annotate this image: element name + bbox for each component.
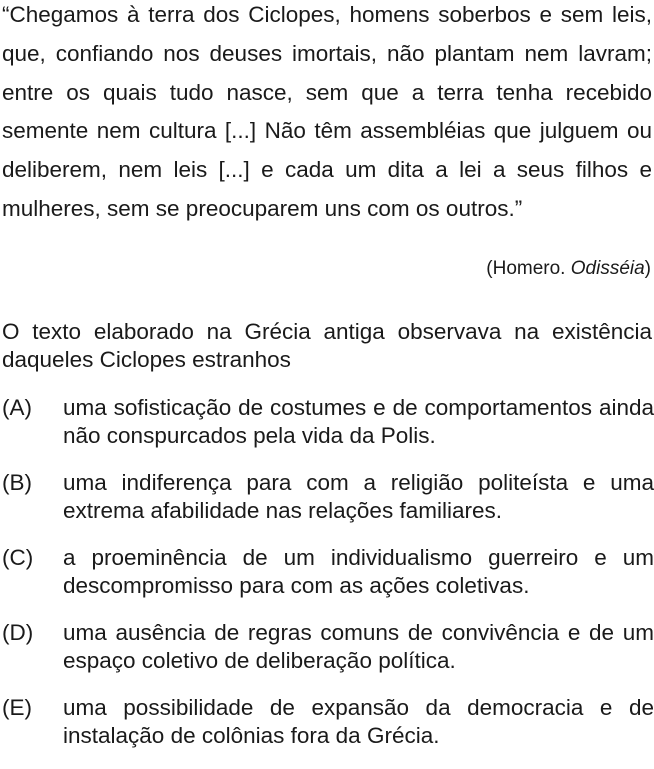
option-letter: (A) <box>2 395 32 420</box>
quote-text: “Chegamos à terra dos Ciclopes, homens soberbos e sem leis, que, confiando nos deuses imortais, não plantam nem lavram; entre os quais tudo nasce, sem que a terra tenha recebido semente nem cultura [...] Não têm assembléias que julguem ou deliberem, nem leis [...] e cada um dita a lei a seus filhos e mulheres, sem se preocuparem uns com os outros.” <box>2 2 652 221</box>
option-text: uma sofisticação de costumes e de comportamentos ainda não conspurcados pela vida da Polis. <box>63 395 654 448</box>
option-e <box>2 694 654 750</box>
option-a <box>2 394 654 450</box>
option-text: uma possibilidade de expansão da democracia e de instalação de colônias fora da Grécia. <box>63 695 654 748</box>
option-letter: (D) <box>2 620 34 645</box>
source-open: (Homero. <box>486 258 571 279</box>
option-letter: (C) <box>2 545 34 570</box>
option-letter: (E) <box>2 695 32 720</box>
option-text: uma ausência de regras comuns de convivência e de um espaço coletivo de deliberação política. <box>63 620 654 673</box>
quote-source <box>486 256 651 282</box>
answer-options <box>2 394 654 769</box>
option-d <box>2 619 654 675</box>
option-text: uma indiferença para com a religião politeísta e uma extrema afabilidade nas relações familiares. <box>63 470 654 523</box>
source-work-title: Odisséia <box>570 258 645 279</box>
source-close: ) <box>644 258 651 279</box>
option-letter: (B) <box>2 470 32 495</box>
question-stem: O texto elaborado na Grécia antiga observava na existência daqueles Ciclopes estranhos <box>2 319 652 372</box>
option-b <box>2 469 654 525</box>
option-c <box>2 544 654 600</box>
option-text: a proeminência de um individualismo guerreiro e um descompromisso para com as ações coletivas. <box>63 545 654 598</box>
